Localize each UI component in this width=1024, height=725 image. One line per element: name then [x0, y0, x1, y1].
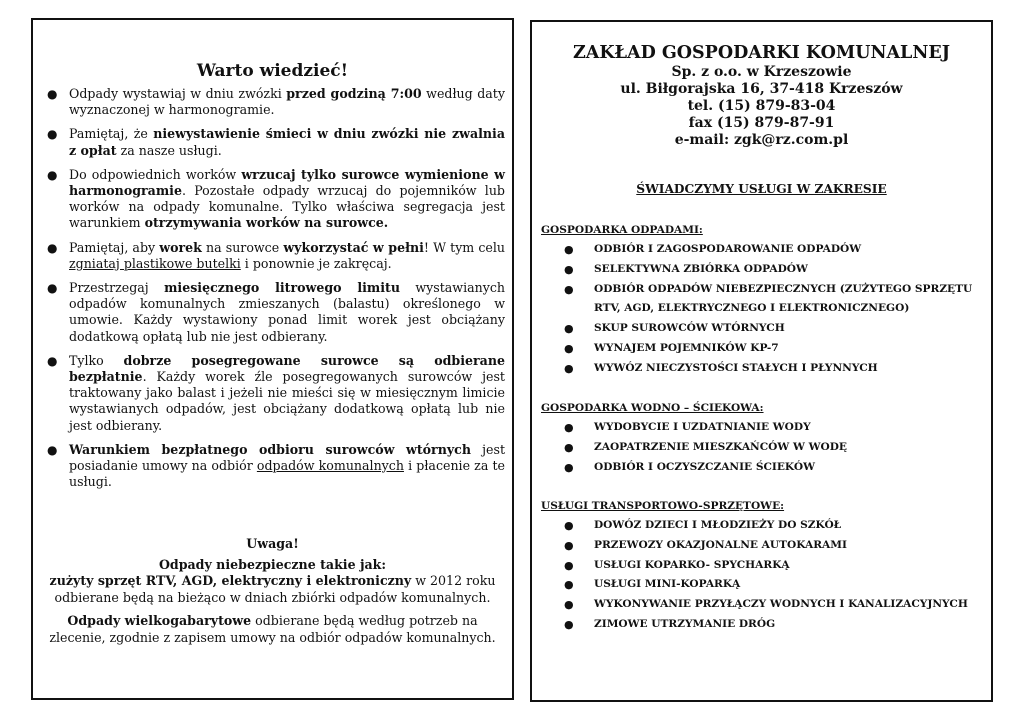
notice-hazardous-waste: [43, 557, 502, 607]
info-bullet: [45, 126, 505, 158]
service-item: [564, 319, 984, 339]
company-email: e-mail: zgk@rz.com.pl: [674, 132, 849, 148]
body-text: Przestrzegaj: [69, 280, 165, 296]
service-label: DOWÓZ DZIECI I MŁODZIEŻY DO SZKÓŁ: [594, 519, 842, 531]
service-label: SELEKTYWNA ZBIÓRKA ODPADÓW: [594, 262, 808, 275]
bullet-icon: ●: [564, 538, 574, 552]
emphasis-text: wrzucaj tylko surowce wymienione w harmonogramie: [69, 166, 506, 199]
company-panel: [530, 20, 993, 702]
bullet-icon: ●: [564, 361, 574, 375]
bullet-icon: ●: [564, 519, 574, 532]
company-phone: tel. (15) 879-83-04: [687, 98, 836, 114]
bullet-icon: ●: [47, 281, 58, 296]
emphasis-text: Warunkiem bezpłatnego odbioru surowców wtórnych: [69, 441, 471, 457]
bullet-icon: ●: [564, 440, 574, 454]
bullet-icon: ●: [564, 617, 574, 631]
services-heading: ŚWIADCZYMY USŁUGI W ZAKRESIE: [636, 182, 887, 196]
bullet-icon: ●: [564, 421, 574, 434]
service-item: [564, 260, 984, 280]
service-label: ZAOPATRZENIE MIESZKAŃCÓW W WODĘ: [594, 440, 847, 453]
service-item: [564, 595, 984, 615]
service-label: WYWÓZ NIECZYSTOŚCI STAŁYCH I PŁYNNYCH: [594, 361, 878, 374]
emphasis-text: zużyty sprzęt RTV, AGD, elektryczny i elektroniczny: [49, 573, 412, 588]
category-list-waste: [564, 240, 984, 379]
body-text: Pamiętaj, że: [69, 126, 154, 142]
bullet-icon: ●: [564, 598, 574, 612]
service-label: PRZEWOZY OKAZJONALNE AUTOKARAMI: [594, 538, 847, 551]
bullet-icon: ●: [47, 167, 58, 182]
company-fax: fax (15) 879-87-91: [688, 115, 835, 131]
service-item: [564, 359, 984, 379]
company-address: ul. Biłgorajska 16, 37-418 Krzeszów: [620, 81, 903, 97]
emphasis-text: dobrze posegregowane surowce są odbierane bezpłatnie: [69, 352, 505, 385]
service-label: ODBIÓR ODPADÓW NIEBEZPIECZNYCH (ZUŻYTEGO SPRZĘTU RTV, AGD, ELEKTRYCZNEGO I ELEKTRONICZNEGO): [594, 282, 973, 315]
service-item: [564, 556, 984, 576]
service-item: [564, 339, 984, 359]
body-text: odbierane będą według potrzeb na zlecenie, zgodnie z zapisem umowy na odbiór odpadów komunalnych.: [49, 613, 496, 645]
service-label: USŁUGI KOPARKO- SPYCHARKĄ: [594, 558, 790, 571]
body-text: . Każdy worek źle posegregowanych surowców jest traktowany jako balast i jeżeli nie mieści się w miesięcznym limicie wystawianych odpadów, jest obciążany dodatkową opłatą lub nie jest odbierany.: [69, 369, 505, 433]
emphasis-text: niewystawienie śmieci w dniu zwózki nie zwalnia z opłat: [69, 126, 506, 158]
info-bullet: [45, 167, 505, 232]
category-title-waste: GOSPODARKA ODPADAMI:: [541, 224, 703, 236]
service-item: [564, 458, 984, 478]
body-text: Do odpowiednich worków: [69, 166, 242, 182]
bullet-icon: ●: [47, 127, 58, 142]
underlined-text: zgniataj plastikowe butelki: [69, 255, 241, 271]
info-bullet-list: [45, 86, 505, 498]
info-bullet: [45, 280, 505, 345]
body-text: Odpady wystawiaj w dniu zwózki: [69, 86, 287, 101]
service-item: [564, 418, 984, 438]
underlined-text: odpadów komunalnych: [256, 458, 404, 474]
service-label: ODBIÓR I OCZYSZCZANIE ŚCIEKÓW: [594, 460, 815, 473]
body-text: . Pozostałe odpady wrzucaj do pojemników lub worków na odpady komunalne. Tylko właściwa segregacja jest warunkiem: [69, 183, 505, 231]
service-label: ODBIÓR I ZAGOSPODAROWANIE ODPADÓW: [594, 243, 862, 255]
info-bullet: [45, 86, 505, 118]
service-item: [564, 280, 984, 320]
service-item: [564, 438, 984, 458]
body-text: według daty wyznaczonej w harmonogramie.: [69, 86, 505, 118]
service-item: [564, 615, 984, 635]
service-label: WYDOBYCIE I UZDATNIANIE WODY: [594, 421, 811, 433]
emphasis-text: przed godziną 7:00: [286, 86, 422, 101]
info-bullet: [45, 240, 505, 272]
bullet-icon: ●: [564, 243, 574, 256]
bullet-icon: ●: [47, 240, 58, 255]
service-label: ZIMOWE UTRZYMANIE DRÓG: [594, 617, 776, 630]
emphasis-text: miesięcznego litrowego limitu: [164, 280, 400, 296]
bullet-icon: ●: [564, 578, 574, 592]
bullet-icon: ●: [564, 460, 574, 474]
body-text: za nasze usługi.: [116, 142, 222, 158]
bullet-icon: ●: [564, 558, 574, 572]
info-title: Warto wiedzieć!: [196, 61, 349, 81]
service-label: WYKONYWANIE PRZYŁĄCZY WODNYCH I KANALIZACYJNYCH: [594, 598, 968, 611]
bullet-icon: ●: [47, 353, 58, 368]
company-name: ZAKŁAD GOSPODARKI KOMUNALNEJ: [573, 43, 950, 63]
service-item: [564, 240, 984, 260]
emphasis-text: wykorzystać w pełni: [283, 239, 424, 255]
bullet-icon: ●: [564, 282, 574, 296]
info-panel: [31, 18, 514, 700]
service-label: USŁUGI MINI-KOPARKĄ: [594, 578, 741, 591]
category-title-water: GOSPODARKA WODNO – ŚCIEKOWA:: [541, 402, 764, 414]
service-label: WYNAJEM POJEMNIKÓW KP-7: [594, 341, 779, 354]
service-item: [564, 575, 984, 595]
notice-block: [43, 536, 502, 653]
emphasis-text: otrzymywania worków na surowce.: [144, 215, 389, 231]
company-header: [532, 42, 991, 149]
body-text: jest posiadanie umowy na odbiór: [69, 441, 506, 474]
service-item: [564, 536, 984, 556]
body-text: wystawianych odpadów komunalnych zmieszanych (balastu) określonego w umowie. Każdy wystawiony ponad limit worek jest obciążany dodatkową opłatą lub nie jest odbierany.: [69, 280, 506, 344]
bullet-icon: ●: [47, 442, 58, 457]
emphasis-text: Odpady wielkogabarytowe: [67, 613, 252, 628]
body-text: w 2012 roku odbierane będą na bieżąco w dniach zbiórki odpadów komunalnych.: [54, 573, 496, 605]
body-text: ! W tym celu: [423, 239, 506, 255]
body-text: i ponownie je zakręcaj.: [240, 255, 392, 271]
bullet-icon: ●: [564, 322, 574, 336]
bullet-icon: ●: [47, 87, 58, 101]
body-text: Pamiętaj, aby: [69, 239, 160, 255]
emphasis-text: worek: [159, 239, 202, 255]
notice-bulky-waste: [43, 613, 502, 646]
body-text: na surowce: [201, 239, 284, 255]
category-list-water: [564, 418, 984, 477]
category-list-transport: [564, 516, 984, 635]
info-bullet: [45, 353, 505, 434]
company-subtitle: Sp. z o.o. w Krzeszowie: [671, 64, 852, 80]
bullet-icon: ●: [564, 341, 574, 355]
bullet-icon: ●: [564, 262, 574, 276]
info-bullet: [45, 442, 505, 491]
category-title-transport: USŁUGI TRANSPORTOWO-SPRZĘTOWE:: [541, 500, 785, 512]
body-text: i płacenie za te usługi.: [69, 458, 505, 490]
body-text: Tylko: [69, 352, 124, 368]
service-label: SKUP SUROWCÓW WTÓRNYCH: [594, 322, 785, 335]
emphasis-text: Odpady niebezpieczne takie jak:: [158, 556, 387, 572]
notice-heading: Uwaga!: [246, 536, 299, 551]
service-item: [564, 516, 984, 536]
